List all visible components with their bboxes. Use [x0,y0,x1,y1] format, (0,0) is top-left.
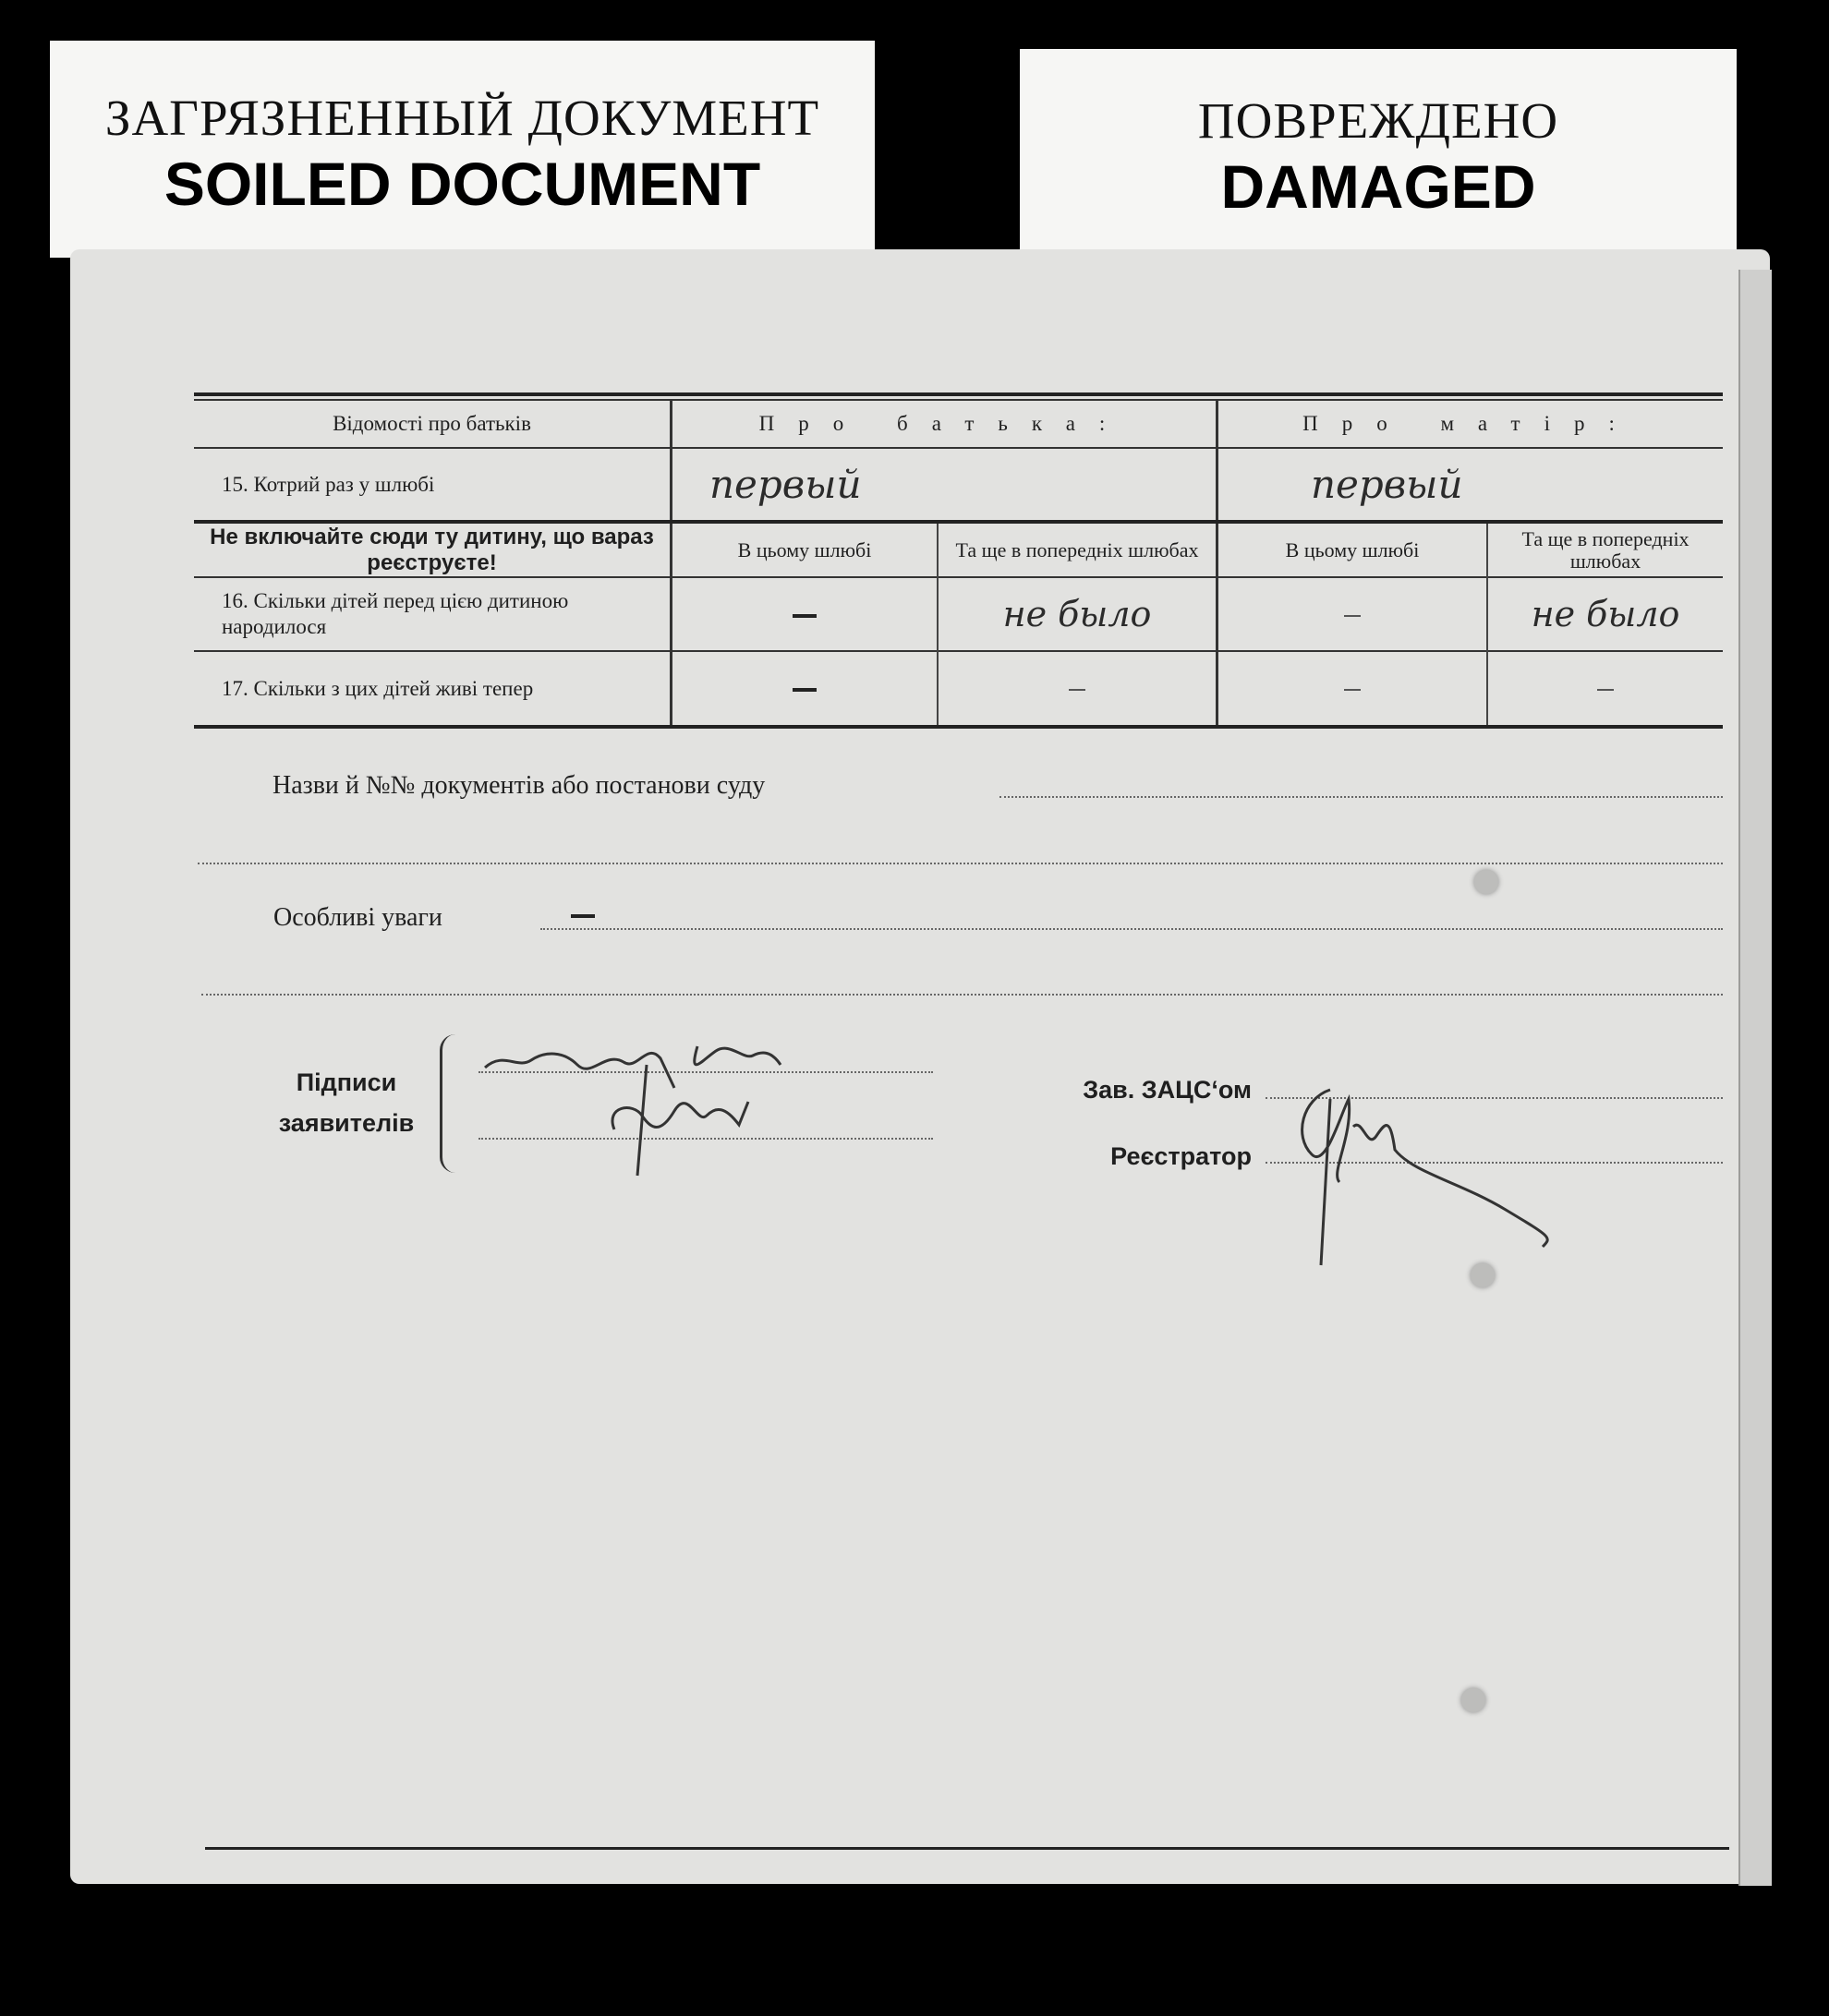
dash-mark [1344,689,1361,691]
table-top-rule [194,392,1723,396]
row16-mother-this [1217,577,1488,651]
dash-mark [793,688,817,692]
dash-mark [1597,689,1614,691]
damaged-label [1020,49,1737,267]
applicant-signature [476,1023,827,1180]
row16-mother-prev: не было [1487,577,1723,651]
bottom-rule [205,1847,1729,1850]
soiled-label-ru: ЗАГРЯЗНЕННЫЙ ДОКУМЕНТ [104,90,820,146]
damaged-label-ru: ПОВРЕЖДЕНО [1197,92,1559,149]
father-previous-header: Та ще в попередніх шлюбах [938,522,1217,577]
row16-father-this [672,577,939,651]
punch-hole [1474,870,1498,894]
documents-label: Назви й №№ документів або постанови суду [273,771,766,800]
registrar-label: Реєстратор [1110,1142,1252,1170]
remarks-line [540,928,1723,930]
row16-father-prev: не было [938,577,1217,651]
dash-mark [1069,689,1085,691]
row15-label: 15. Котрий раз у шлюбі [194,448,672,522]
header-father: Про батька: [672,401,1217,448]
signatures-label: Підписи заявителів [278,1068,415,1137]
page-edge [1738,270,1772,1886]
row15-father-value: первый [672,448,1217,522]
parents-info-table [194,392,1723,729]
soiled-document-label [50,41,875,258]
soiled-label-en: SOILED DOCUMENT [164,150,761,218]
documents-line-2 [198,863,1723,864]
row17-father-this [672,651,939,725]
header-mother: Про матір: [1302,412,1639,435]
row17-label: 17. Скільки з цих дітей живі тепер [194,651,672,725]
remarks-label: Особливі уваги [273,903,442,932]
table-bottom-rule [194,725,1723,729]
damaged-label-en: DAMAGED [1220,152,1536,221]
registrar-signature [1275,1062,1570,1274]
row15-mother-value: первый [1217,448,1724,522]
header-parents: Відомості про батьків [194,401,672,448]
row17-father-prev [938,651,1217,725]
punch-hole [1461,1688,1485,1712]
row17-mother-prev [1487,651,1723,725]
father-this-marriage-header: В цьому шлюбі [672,522,939,577]
mother-this-marriage-header: В цьому шлюбі [1217,522,1488,577]
remarks-line-2 [201,994,1723,996]
head-label: Зав. ЗАЦС‘ом [1083,1076,1252,1104]
signatures-brace [440,1034,455,1173]
row16-label: 16. Скільки дітей перед цією дитиною народилося [194,577,672,651]
row17-mother-this [1217,651,1488,725]
documents-line [999,796,1723,798]
mother-previous-header: Та ще в попередніх шлюбах [1487,522,1723,577]
dash-mark [793,614,817,618]
row-note: Не включайте сюди ту дитину, що вараз реєструєте! [194,522,672,577]
remarks-dash [571,914,595,918]
dash-mark [1344,615,1361,617]
